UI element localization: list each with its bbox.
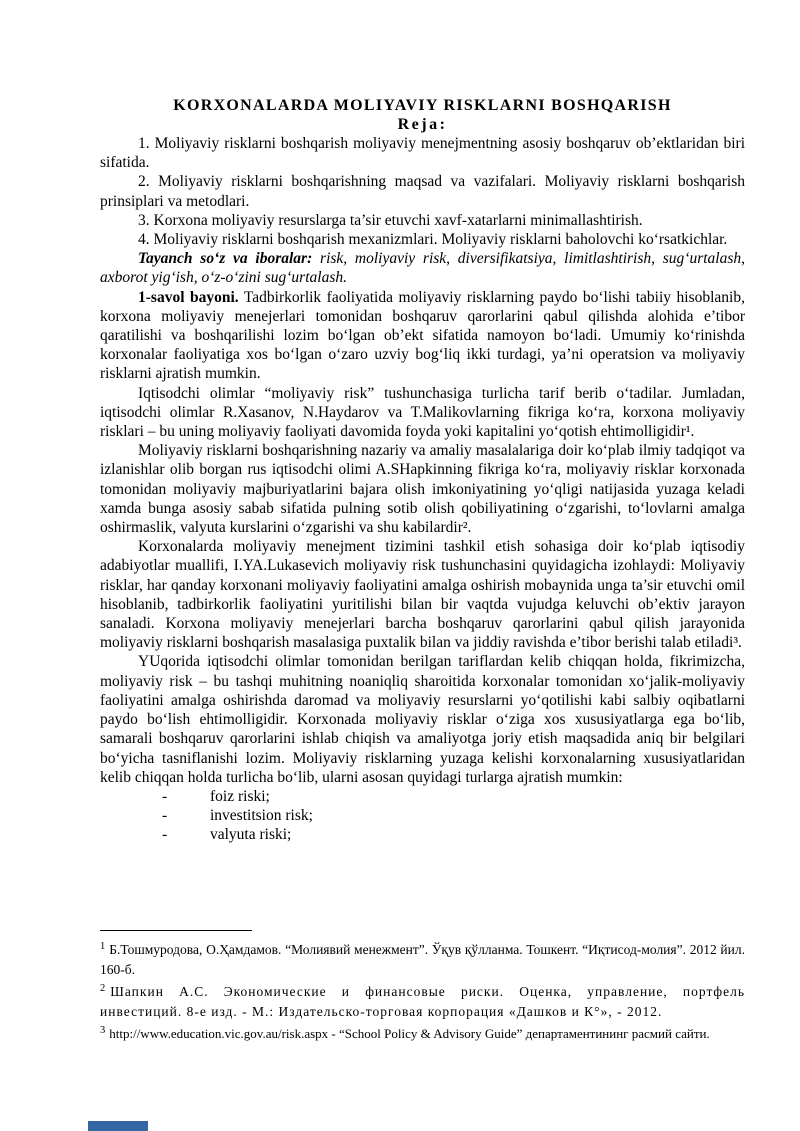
list-item bbox=[100, 787, 745, 806]
keywords-paragraph bbox=[100, 249, 745, 287]
footnote-3-text: http://www.education.vic.gov.au/risk.aspx - “School Policy & Advisory Guide” департаментининг расмий сайти. bbox=[109, 1026, 710, 1041]
paragraph-1-text: Tadbirkorlik faoliyatida moliyaviy risklarning paydo bo‘lishi tabiiy hisoblanib, korxona moliyaviy menejerlari tomonidan boshqaruv qarorlarini qabul qilishda alohida e’tibor qaratilishi va boshqarilishi lozim bo‘lgan ob’ekt sifatida namoyon bo‘ladi. Umumiy ko‘rinishda korxonalar faoliyatiga xos bo‘lgan o‘zaro uzviy bog‘liq ikki turdagi, ya’ni operatsion va moliyaviy risklarni ajratish mumkin. bbox=[100, 288, 745, 383]
plan-item-4: 4. Moliyaviy risklarni boshqarish mexanizmlari. Moliyaviy risklarni baholovchi ko‘rsatkichlar. bbox=[138, 231, 728, 249]
footnote-3 bbox=[100, 1024, 745, 1044]
paragraph-1-lead: 1-savol bayoni. bbox=[138, 288, 239, 306]
paragraph-1 bbox=[100, 288, 745, 384]
list-dash: - bbox=[162, 826, 168, 844]
paragraph-5: YUqorida iqtisodchi olimlar tomonidan berilgan tariflardan kelib chiqqan holda, fikrimizcha, moliyaviy risk – bu tashqi muhitning noaniqliq sharoitida korxonalar tomonidan xo‘jalik-moliyaviy faoliyatini amalga oshirishda daromad va moliyaviy resurslarni yo‘qotilishi kabi salbiy oqibatlarni paydo bo‘lish ehtimolligidir. Korxonada moliyaviy risklar o‘ziga xos xususiyatlarga ega bo‘lib, samarali boshqaruv qarorlarini ishlab chiqish va amaliyotga joriy etish maqsadida aniq bir belgilari bo‘yicha tasniflanishi lozim. Moliyaviy risklarning yuzaga kelishi korxonalarning xususiyatlaridan kelib chiqqan holda turlicha bo‘lib, ularni asosan quyidagi turlarga ajratish mumkin: bbox=[100, 653, 745, 786]
page-bottom-blue-bar bbox=[88, 1121, 148, 1131]
list-item bbox=[100, 806, 745, 825]
document-content bbox=[100, 96, 745, 845]
plan-heading: Reja: bbox=[397, 116, 448, 133]
list-dash: - bbox=[162, 787, 168, 805]
footnote-1 bbox=[100, 940, 745, 979]
plan-item-2: 2. Moliyaviy risklarni boshqarishning maqsad va vazifalari. Moliyaviy risklarni boshqarish prinsiplari va metodlari. bbox=[100, 173, 745, 210]
footnote-3-marker: 3 bbox=[100, 1024, 106, 1036]
keywords-label: Tayanch so‘z va iboralar: bbox=[138, 250, 313, 268]
plan-item-3: 3. Korxona moliyaviy resurslarga ta’sir etuvchi xavf-xatarlarni minimallashtirish. bbox=[138, 211, 643, 229]
list-dash: - bbox=[162, 807, 168, 825]
list-item-label: valyuta riski; bbox=[210, 826, 292, 844]
paragraph-4: Korxonalarda moliyaviy menejment tizimini tashkil etish sohasiga doir ko‘plab iqtisodiy adabiyotlar muallifi, I.YA.Lukasevich moliyaviy risk tushunchasini quyidagicha izohlaydi: Moliyaviy risklar, har qanday korxonani moliyaviy faoliyatini amalga oshirish mobaynida unga ta’sir etuvchi omil hisoblanib, tadbirkorlik faoliyatini yuritilishi bilan bir vaqtda vujudga keluvchi ob’ektiv jarayon sanaladi. Korxona moliyaviy menejerlari barcha boshqaruv qarorlarini qabul qilish jarayonida moliyaviy risklarni boshqarish masalasiga puxtalik bilan va jiddiy ravishda e’tibor berishi talab etiladi³. bbox=[100, 538, 745, 652]
risk-type-list bbox=[100, 787, 745, 845]
page-title: KORXONALARDA MOLIYAVIY RISKLARNI BOSHQARISH bbox=[173, 97, 672, 114]
paragraph-3: Moliyaviy risklarni boshqarishning nazariy va amaliy masalalariga doir ko‘plab ilmiy tadqiqot va izlanishlar olib borgan rus iqtisodchi olimi A.SHapkinning fikriga ko‘ra, moliyaviy risklar korxonada tomonidan moliyaviy majburiyatlarini bajara olish imkoniyatining yo‘qligi natijasida yuzaga keladi xamda bunga asosiy sabab sifatida pulning sotib olish qobiliyatining o‘zgarishi, to‘lovlarni amalga oshirmaslik, valyuta kurslarini o‘zgarishi va shu kabilardir². bbox=[100, 442, 745, 537]
footnote-2 bbox=[100, 982, 745, 1021]
list-item-label: investitsion risk; bbox=[210, 807, 313, 825]
list-item-label: foiz riski; bbox=[210, 787, 270, 805]
footnote-2-text: Шапкин А.С. Экономические и финансовые риски. Оценка, управление, портфель инвестиций. 8-е изд. - М.: Издательско-торговая корпорация «Дашков и К°», - 2012. bbox=[100, 984, 745, 1019]
footnote-1-marker: 1 bbox=[100, 940, 106, 952]
plan-item-1: 1. Moliyaviy risklarni boshqarish moliyaviy menejmentning asosiy boshqaruv ob’ektlaridan biri sifatida. bbox=[100, 135, 745, 172]
keywords-text: risk, moliyaviy risk, diversifikatsiya, limitlashtirish, sug‘urtalash, axborot yig‘ish, o‘z-o‘zini sug‘urtalash. bbox=[100, 250, 745, 287]
footnote-separator bbox=[100, 930, 252, 931]
footnote-2-marker: 2 bbox=[100, 982, 107, 994]
paragraph-2: Iqtisodchi olimlar “moliyaviy risk” tushunchasiga turlicha tarif berib o‘tadilar. Jumladan, iqtisodchi olimlar R.Xasanov, N.Haydarov va T.Malikovlarning fikriga ko‘ra, korxona moliyaviy risklari – bu uning moliyaviy faoliyati davomida foyda yoki kapitalini yo‘qotish ehtimolligidir¹. bbox=[100, 384, 745, 441]
footnote-1-text: Б.Тошмуродова, О.Ҳамдамов. “Молиявий менежмент”. Ўқув қўлланма. Тошкент. “Иқтисод-молия”. 2012 йил. 160-б. bbox=[100, 942, 745, 977]
list-item bbox=[100, 825, 745, 844]
footnotes-section bbox=[100, 930, 745, 1047]
